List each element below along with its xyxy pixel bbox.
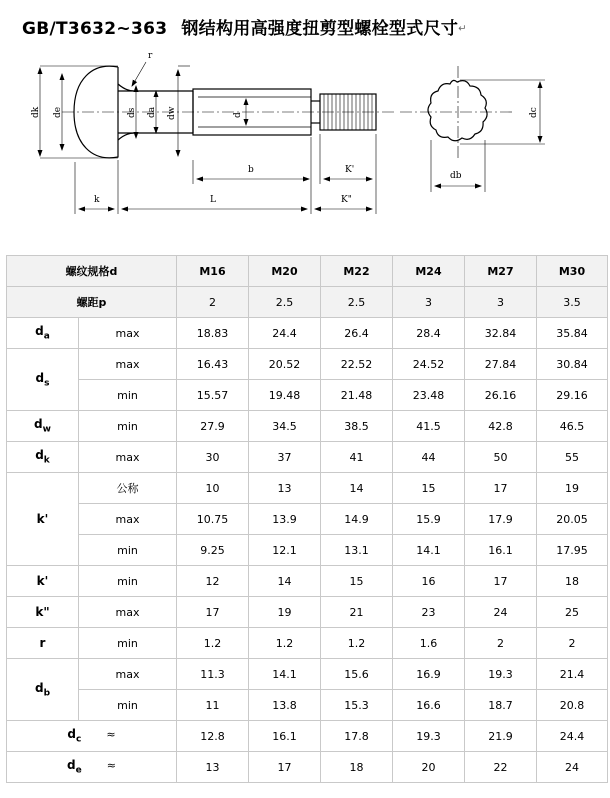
table-row-r <box>7 628 608 659</box>
table-row-pitch <box>7 287 608 318</box>
table-cell: 24.52 <box>393 349 465 380</box>
side-view-dimensions <box>40 62 376 214</box>
label-dk: dk <box>31 106 41 118</box>
row-symbol-k-double: k" <box>7 597 79 628</box>
table-cell: 20 <box>393 752 465 783</box>
table-row-dw <box>7 411 608 442</box>
row-symbol-dk: $d_k$ <box>7 442 79 473</box>
table-header-row <box>7 256 608 287</box>
page-title <box>22 14 467 39</box>
table-cell: 23 <box>393 597 465 628</box>
row-condition: min <box>79 411 177 442</box>
label-k-prime: K' <box>345 165 355 175</box>
table-cell: 29.16 <box>537 380 608 411</box>
table-cell: 12.1 <box>249 535 321 566</box>
label-ds: ds <box>127 107 137 118</box>
table-cell: 14 <box>321 473 393 504</box>
table-cell: 14.9 <box>321 504 393 535</box>
table-row-k-prime <box>7 566 608 597</box>
table-cell: 16.6 <box>393 690 465 721</box>
table-cell: 15 <box>321 566 393 597</box>
table-cell: 41.5 <box>393 411 465 442</box>
table-row-ds-max <box>7 349 608 380</box>
row-condition: max <box>79 349 177 380</box>
table-cell: 55 <box>537 442 608 473</box>
table-cell: 9.25 <box>177 535 249 566</box>
label-dw: dw <box>167 106 177 120</box>
row-condition: min <box>79 380 177 411</box>
table-cell: 16.1 <box>465 535 537 566</box>
table-cell: 24.4 <box>249 318 321 349</box>
table-cell: 14.1 <box>249 659 321 690</box>
table-row-db-min <box>7 690 608 721</box>
table-cell: 18 <box>537 566 608 597</box>
table-cell: 10 <box>177 473 249 504</box>
row-condition: 公称 <box>79 473 177 504</box>
bolt-side-view <box>62 66 395 158</box>
header-size: M24 <box>393 256 465 287</box>
row-symbol-ds: $d_s$ <box>7 349 79 411</box>
table-cell: 19.3 <box>393 721 465 752</box>
row-symbol-de: $d_e$ ≈ <box>7 752 177 783</box>
table-cell: 17 <box>465 566 537 597</box>
row-symbol-da: $d_a$ <box>7 318 79 349</box>
label-d: d <box>233 112 243 118</box>
table-cell: 20.8 <box>537 690 608 721</box>
header-thread-spec: 螺纹规格d <box>7 256 177 287</box>
header-size: M22 <box>321 256 393 287</box>
table-cell: 17 <box>177 597 249 628</box>
header-size: M16 <box>177 256 249 287</box>
table-cell: 32.84 <box>465 318 537 349</box>
table-cell: 1.2 <box>321 628 393 659</box>
table-cell: 12.8 <box>177 721 249 752</box>
table-cell: 17 <box>465 473 537 504</box>
table-cell: 2 <box>177 287 249 318</box>
table-cell: 3 <box>393 287 465 318</box>
label-da: da <box>147 106 157 118</box>
table-cell: 13.8 <box>249 690 321 721</box>
table-cell: 16.43 <box>177 349 249 380</box>
table-cell: 16 <box>393 566 465 597</box>
label-b: b <box>248 165 254 175</box>
row-condition: min <box>79 628 177 659</box>
table-cell: 19 <box>537 473 608 504</box>
table-cell: 37 <box>249 442 321 473</box>
table-cell: 17.95 <box>537 535 608 566</box>
table-cell: 18.7 <box>465 690 537 721</box>
table-cell: 15.6 <box>321 659 393 690</box>
row-condition: max <box>79 318 177 349</box>
table-cell: 17 <box>249 752 321 783</box>
header-size: M30 <box>537 256 608 287</box>
table-cell: 14.1 <box>393 535 465 566</box>
table-cell: 16.1 <box>249 721 321 752</box>
table-cell: 30.84 <box>537 349 608 380</box>
label-de: de <box>53 106 63 118</box>
row-label-pitch: 螺距p <box>7 287 177 318</box>
table-cell: 38.5 <box>321 411 393 442</box>
spline-gear-outline <box>428 80 487 140</box>
label-k-double: K" <box>341 195 352 205</box>
table-cell: 11 <box>177 690 249 721</box>
table-cell: 22.52 <box>321 349 393 380</box>
row-symbol-db: $d_b$ <box>7 659 79 721</box>
table-cell: 19.3 <box>465 659 537 690</box>
bolt-technical-drawing <box>0 44 610 224</box>
table-cell: 46.5 <box>537 411 608 442</box>
table-cell: 30 <box>177 442 249 473</box>
row-condition: max <box>79 442 177 473</box>
row-symbol-r: r <box>7 628 79 659</box>
table-cell: 13.9 <box>249 504 321 535</box>
table-cell: 15 <box>393 473 465 504</box>
table-cell: 21.4 <box>537 659 608 690</box>
table-row-da <box>7 318 608 349</box>
table-row-dk <box>7 442 608 473</box>
table-cell: 2 <box>537 628 608 659</box>
table-cell: 41 <box>321 442 393 473</box>
table-cell: 10.75 <box>177 504 249 535</box>
label-db: db <box>450 171 462 181</box>
table-cell: 11.3 <box>177 659 249 690</box>
row-condition: min <box>79 690 177 721</box>
row-symbol-k: k' <box>7 473 79 566</box>
table-cell: 17.9 <box>465 504 537 535</box>
table-cell: 42.8 <box>465 411 537 442</box>
table-cell: 21 <box>321 597 393 628</box>
table-cell: 1.2 <box>177 628 249 659</box>
table-row-de <box>7 752 608 783</box>
table-cell: 3.5 <box>537 287 608 318</box>
table-cell: 50 <box>465 442 537 473</box>
table-row-dc <box>7 721 608 752</box>
row-symbol-dc: $d_c$ ≈ <box>7 721 177 752</box>
table-cell: 14 <box>249 566 321 597</box>
label-k: k <box>94 195 100 205</box>
row-condition: max <box>79 659 177 690</box>
table-cell: 20.52 <box>249 349 321 380</box>
table-cell: 19 <box>249 597 321 628</box>
row-symbol-k-prime: k' <box>7 566 79 597</box>
table-cell: 44 <box>393 442 465 473</box>
table-cell: 15.3 <box>321 690 393 721</box>
standard-number: GB/T3632~363 <box>22 19 168 39</box>
table-cell: 34.5 <box>249 411 321 442</box>
table-cell: 24 <box>537 752 608 783</box>
table-cell: 22 <box>465 752 537 783</box>
table-row-k-max <box>7 504 608 535</box>
table-cell: 1.6 <box>393 628 465 659</box>
label-L: L <box>210 195 216 205</box>
bolt-end-view <box>400 66 545 192</box>
table-row-k-double <box>7 597 608 628</box>
table-cell: 2.5 <box>321 287 393 318</box>
row-condition: min <box>79 566 177 597</box>
table-cell: 3 <box>465 287 537 318</box>
header-size: M27 <box>465 256 537 287</box>
table-row-ds-min <box>7 380 608 411</box>
table-cell: 21.9 <box>465 721 537 752</box>
label-dc: dc <box>529 107 539 118</box>
table-cell: 2.5 <box>249 287 321 318</box>
table-cell: 13 <box>249 473 321 504</box>
row-condition: min <box>79 535 177 566</box>
table-cell: 24 <box>465 597 537 628</box>
label-r: r <box>148 51 153 61</box>
table-cell: 27.84 <box>465 349 537 380</box>
table-cell: 26.16 <box>465 380 537 411</box>
table-cell: 18.83 <box>177 318 249 349</box>
table-cell: 26.4 <box>321 318 393 349</box>
table-row-k-nominal <box>7 473 608 504</box>
table-cell: 13.1 <box>321 535 393 566</box>
table-cell: 15.9 <box>393 504 465 535</box>
table-cell: 35.84 <box>537 318 608 349</box>
table-cell: 15.57 <box>177 380 249 411</box>
table-cell: 2 <box>465 628 537 659</box>
row-symbol-dw: $d_w$ <box>7 411 79 442</box>
table-cell: 13 <box>177 752 249 783</box>
table-row-db-max <box>7 659 608 690</box>
table-cell: 18 <box>321 752 393 783</box>
table-cell: 12 <box>177 566 249 597</box>
table-cell: 16.9 <box>393 659 465 690</box>
row-condition: max <box>79 504 177 535</box>
table-row-k-min <box>7 535 608 566</box>
table-cell: 1.2 <box>249 628 321 659</box>
table-cell: 17.8 <box>321 721 393 752</box>
table-cell: 25 <box>537 597 608 628</box>
table-cell: 20.05 <box>537 504 608 535</box>
return-mark: ↵ <box>458 23 467 35</box>
header-size: M20 <box>249 256 321 287</box>
table-cell: 27.9 <box>177 411 249 442</box>
row-condition: max <box>79 597 177 628</box>
table-cell: 19.48 <box>249 380 321 411</box>
bolt-dimension-table <box>6 255 608 783</box>
document-name: 钢结构用高强度扭剪型螺栓型式尺寸 <box>181 19 459 39</box>
table-cell: 28.4 <box>393 318 465 349</box>
table-cell: 21.48 <box>321 380 393 411</box>
table-cell: 23.48 <box>393 380 465 411</box>
table-cell: 24.4 <box>537 721 608 752</box>
